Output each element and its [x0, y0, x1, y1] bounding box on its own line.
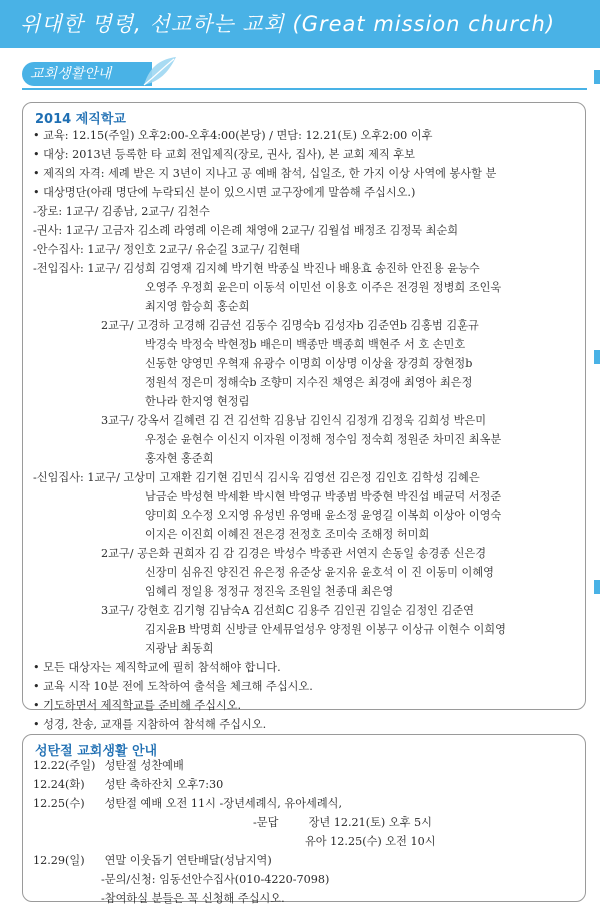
schedule-text: 성탄절 성찬예배: [104, 759, 184, 772]
schedule-date: 12.29(일): [33, 854, 85, 867]
christmas-title: 성탄절 교회생활 안내: [35, 744, 158, 759]
note: • 모든 대상자는 제직학교에 필히 참석해야 합니다.: [33, 661, 281, 674]
note: • 기도하면서 제직학교를 준비해 주십시오.: [33, 699, 242, 712]
new-deacon-label: -신임집사: 1교구/: [33, 471, 120, 484]
transfer-names: 오영주 우정희 윤은미 이동석 이민선 이용호 이주은 전경원 정병희 조인욱: [145, 281, 502, 294]
christmas-box: [22, 734, 586, 905]
schedule-text: 성탄 축하잔치 오후7:30: [104, 778, 224, 791]
transfer-names: 강옥서 길혜련 김 건 김선학 김용남 김인식 김정개 김정욱 김희성 박은미: [137, 414, 487, 427]
section-divider: [22, 88, 587, 90]
new-deacon-names: 양미희 오수정 오지영 유성빈 유영배 윤소정 윤영길 이복희 이상아 이영숙: [145, 509, 502, 522]
new-deacon-names: 이지은 이진희 이혜진 전은경 전정호 조미숙 조해정 허미희: [145, 528, 430, 541]
new-deacon-names: 남금순 박성현 박세환 박시현 박영규 박종범 박중현 박진섭 배균덕 서정준: [145, 490, 502, 503]
header-banner: [0, 0, 600, 48]
bullet: • 제직의 자격: 세례 받은 지 3년이 지나고 공 예배 참석, 십일조, 한 가지 이상 사역에 봉사할 분: [33, 167, 497, 180]
section-label: 교회생활안내: [30, 66, 112, 82]
transfer-row: [33, 316, 506, 335]
signup-note: -참여하실 분들은 꼭 신청해 주십시오.: [101, 892, 285, 905]
transfer-names: 홍자현 홍준희: [145, 452, 214, 465]
interview-adult: 장년 12.21(토) 오후 5시: [308, 816, 432, 829]
transfer-row: [33, 411, 506, 430]
edge-marker: [594, 70, 600, 84]
officer-school-box: [22, 102, 586, 731]
transfer-names: 정원석 정은미 정해숙b 조향미 지수진 채영은 최경애 최영아 최은정: [145, 376, 473, 389]
kwonsa-list: -권사: 1교구/ 고금자 김소례 라영례 이은례 채영애 2교구/ 김월섭 배정조 김정묵 최순희: [33, 224, 459, 237]
new-deacon-row: [33, 601, 506, 620]
officer-school-content: [33, 126, 506, 734]
new-deacon-names: 강현호 김기형 김남숙A 김선희C 김용주 김인권 김일순 김정인 김준연: [137, 604, 474, 617]
new-deacon-names: 고상미 고재환 김기현 김민식 김시욱 김영선 김은정 김인호 김학성 김혜은: [123, 471, 480, 484]
interview-row: [33, 814, 436, 833]
transfer-names: 우정순 윤현수 이신지 이자원 이정해 정수임 정숙희 정원준 차미진 최옥분: [145, 433, 502, 446]
note: • 성경, 찬송, 교재를 지참하여 참석해 주십시오.: [33, 718, 267, 731]
new-deacon-names: 임혜리 정일용 정정규 정진욱 조원일 천종대 최은영: [145, 585, 394, 598]
transfer-names: 김성희 김영재 김지혜 박기현 박종실 박진나 배용효 송진하 안진용 윤능수: [123, 262, 480, 275]
interview-label: -문답: [253, 816, 279, 829]
schedule-date: 12.22(주일): [33, 759, 96, 772]
bullet: • 대상명단(아래 명단에 누락되신 분이 있으시면 교구장에게 말씀해 주십시오.): [33, 186, 416, 199]
district-label: 3교구/: [101, 604, 134, 617]
transfer-label: -전입집사: 1교구/: [33, 262, 120, 275]
transfer-names: 최지영 함승희 홍순희: [145, 300, 250, 313]
schedule-row: [33, 795, 436, 814]
elder-list: -장로: 1교구/ 김종남, 2교구/ 김천수: [33, 205, 210, 218]
ordained-deacon-list: -안수집사: 1교구/ 정인호 2교구/ 유순길 3교구/ 김현태: [33, 243, 300, 256]
schedule-row: [33, 776, 436, 795]
new-deacon-names: 지광남 최동희: [145, 642, 214, 655]
schedule-text: 성탄절 예배 오전 11시 -장년세례식, 유아세례식,: [104, 797, 343, 810]
christmas-content: [33, 757, 436, 909]
new-deacon-names: 공은화 권희자 김 감 김경은 박성수 박종관 서연지 손동일 송경종 신은경: [137, 547, 487, 560]
new-deacon-row: [33, 468, 506, 487]
district-label: 2교구/: [101, 319, 134, 332]
bullet: • 교육: 12.15(주일) 오후2:00-오후4:00(본당) / 면담: 12.21(토) 오후2:00 이후: [33, 129, 433, 142]
new-deacon-row: [33, 544, 506, 563]
note: • 교육 시작 10분 전에 도착하여 출석을 체크해 주십시오.: [33, 680, 313, 693]
edge-marker: [594, 350, 600, 364]
leaf-icon: [140, 55, 180, 89]
schedule-row: [33, 757, 436, 776]
contact-info: -문의/신청: 임동선안수집사(010-4220-7098): [101, 873, 330, 886]
transfer-names: 신동한 양영민 우혁재 유광수 이명희 이상명 이상율 장경희 장현정b: [145, 357, 473, 370]
district-label: 3교구/: [101, 414, 134, 427]
officer-school-title: 2014 제직학교: [35, 112, 126, 127]
edge-marker: [594, 580, 600, 594]
transfer-names: 박경숙 박정숙 박현정b 배은미 백종만 백종희 백현주 서 호 손민호: [145, 338, 466, 351]
transfer-names: 고경하 고경해 김금선 김동수 김명숙b 김성자b 김준연b 김홍범 김훈규: [137, 319, 479, 332]
schedule-date: 12.25(수): [33, 797, 85, 810]
bullet: • 대상: 2013년 등록한 타 교회 전입제직(장로, 권사, 집사), 본 교회 제직 후보: [33, 148, 415, 161]
new-deacon-names: 신장미 심유진 양진건 유은정 유준상 윤지유 윤호석 이 진 이동미 이혜영: [145, 566, 494, 579]
transfer-names: 한나라 한지영 현정림: [145, 395, 250, 408]
page-title: 위대한 명령, 선교하는 교회 (Great mission church): [20, 12, 556, 36]
transfer-row: [33, 259, 506, 278]
new-deacon-names: 김지윤B 박명희 신방글 안세뮤얼성우 양정원 이봉구 이상규 이현수 이희영: [145, 623, 506, 636]
schedule-text: 연말 이웃돕기 연탄배달(성남지역): [104, 854, 272, 867]
schedule-row: [33, 852, 436, 871]
schedule-date: 12.24(화): [33, 778, 85, 791]
interview-infant: 유아 12.25(수) 오전 10시: [305, 835, 436, 848]
district-label: 2교구/: [101, 547, 134, 560]
